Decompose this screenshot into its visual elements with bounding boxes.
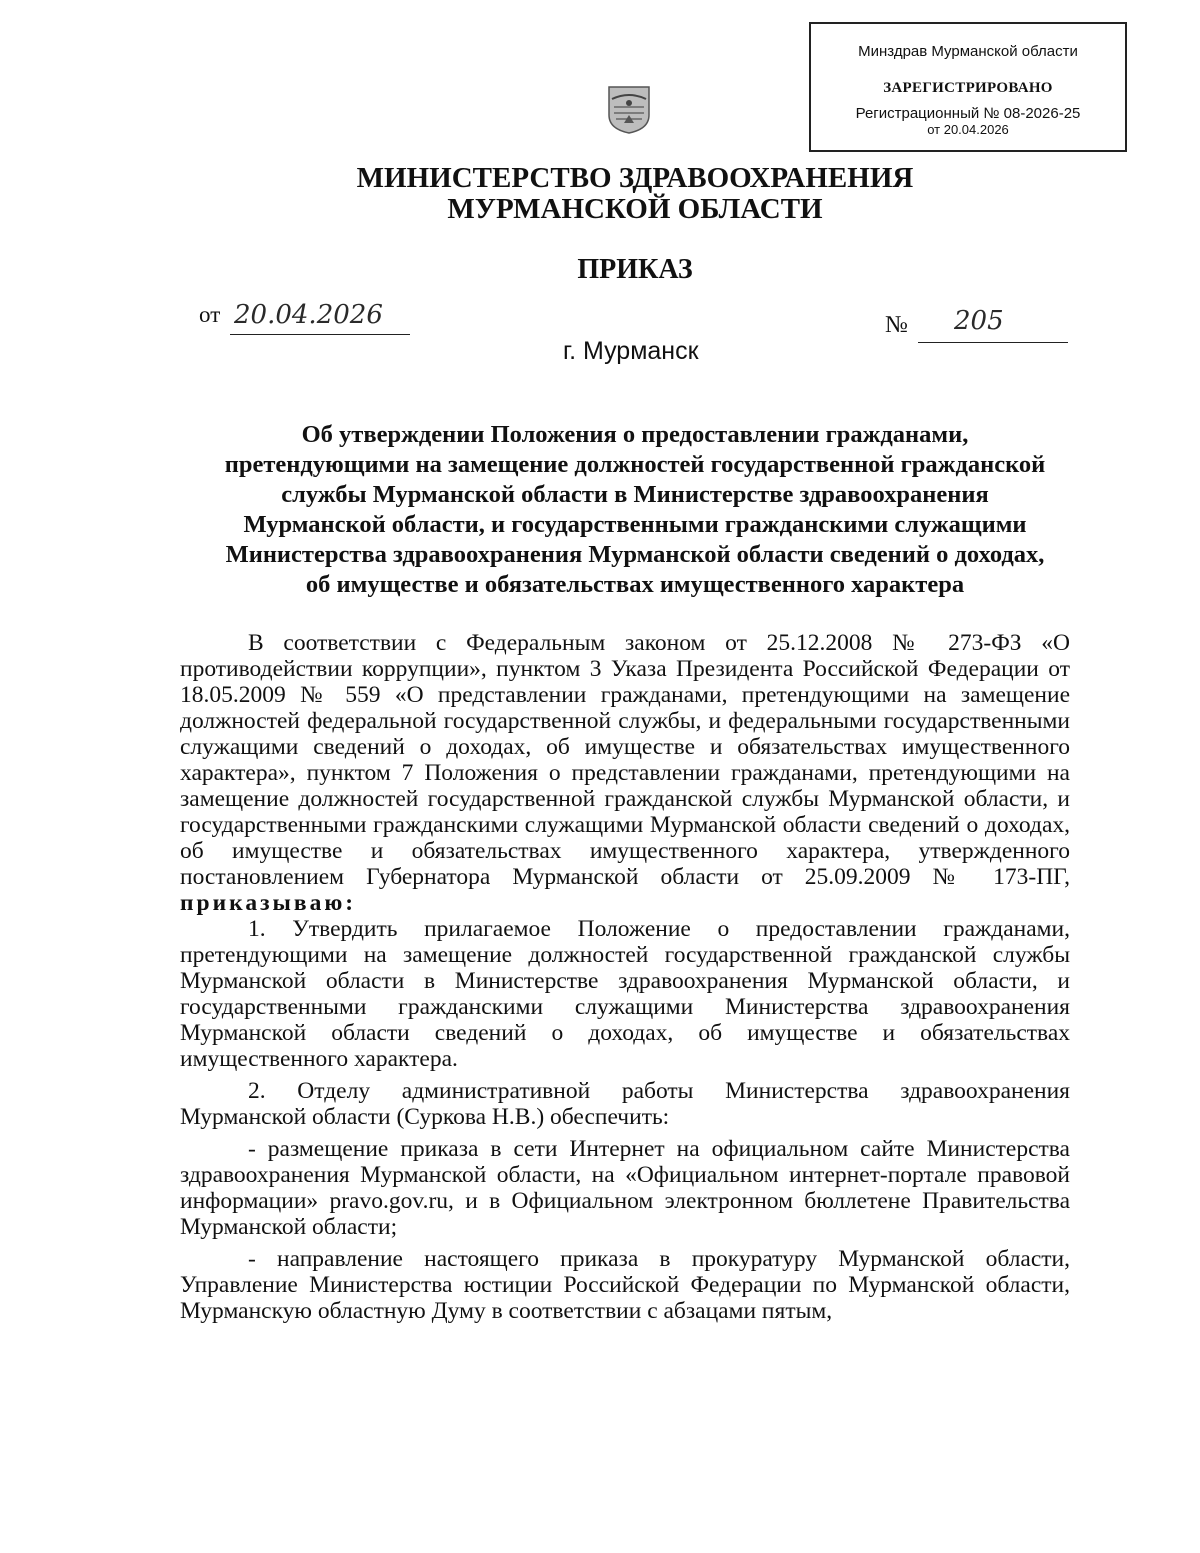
- preamble-paragraph: [180, 630, 1070, 916]
- number-field: [918, 306, 1068, 343]
- preamble-action: приказываю:: [180, 890, 357, 916]
- registration-stamp: [809, 22, 1127, 152]
- item-1: 1. Утвердить прилагаемое Положение о предоставлении гражданами, претендующими на замещение должностей государственной гражданской службы Мурманской области в Министерстве здравоохранения Мурманской области, и государственными гражданскими служащими Министерства здравоохранения Мурманской области сведений о доходах, об имуществе и обязательствах имущественного характера.: [180, 916, 1070, 1072]
- order-body: [180, 630, 1070, 1324]
- order-title-line: об имуществе и обязательствах имущественного характера: [305, 571, 965, 598]
- stamp-reg-number: Регистрационный № 08-2026-25: [855, 105, 1081, 122]
- number-prefix: №: [885, 312, 908, 338]
- stamp-status: ЗАРЕГИСТРИРОВАНО: [883, 80, 1053, 96]
- item-2-subitem-a: - размещение приказа в сети Интернет на официальном сайте Министерства здравоохранения Мурманской области, на «Официальном интернет-портале правовой информации» pravo.gov.ru, и в Официальном электронном бюллетене Правительства Мурманской области;: [180, 1136, 1070, 1240]
- ministry-title-line1: МИНИСТЕРСТВО ЗДРАВООХРАНЕНИЯ: [356, 162, 914, 194]
- city: г. Мурманск: [563, 337, 699, 365]
- stamp-organization: Минздрав Мурманской области: [858, 43, 1078, 60]
- date-prefix: от: [199, 302, 221, 327]
- order-title-line: Мурманской области, и государственными гражданскими служащими: [243, 511, 1027, 538]
- order-title-line: Об утверждении Положения о предоставлении гражданами,: [301, 421, 969, 448]
- order-title-line: Министерства здравоохранения Мурманской области сведений о доходах,: [225, 541, 1045, 568]
- item-2-subitem-b: - направление настоящего приказа в прокуратуру Мурманской области, Управление Министерства юстиции Российской Федерации по Мурманской области, Мурманскую областную Думу в соответствии с абзацами пятым,: [180, 1246, 1070, 1324]
- date-field: [230, 300, 410, 335]
- handwritten-date: 20.04.2026: [234, 300, 383, 330]
- ministry-title-line2: МУРМАНСКОЙ ОБЛАСТИ: [447, 193, 823, 225]
- preamble-text: В соответствии с Федеральным законом от 25.12.2008 № 273-ФЗ «О противодействии коррупции», пунктом 3 Указа Президента Российской Федерации от 18.05.2009 № 559 «О представлении гражданами, претендующими на замещение должностей федеральной государственной службы, и федеральными государственными служащими сведений о доходах, об имуществе и обязательствах имущественного характера», пунктом 7 Положения о представлении гражданами, претендующими на замещение должностей государственной гражданской службы Мурманской области, и государственными гражданскими служащими Мурманской области сведений о доходах, об имуществе и обязательствах имущественного характера, утвержденного постановлением Губернатора Мурманской области от 25.09.2009 № 173-ПГ,: [180, 630, 1070, 890]
- order-title-line: претендующими на замещение должностей государственной гражданской: [224, 451, 1046, 478]
- coat-of-arms-icon: [606, 85, 652, 135]
- stamp-reg-date: от 20.04.2026: [927, 122, 1009, 137]
- item-2: 2. Отделу административной работы Министерства здравоохранения Мурманской области (Суркова Н.В.) обеспечить:: [180, 1078, 1070, 1130]
- ministry-title: [0, 163, 1200, 225]
- order-title: [180, 420, 1090, 600]
- document-type: ПРИКАЗ: [577, 254, 693, 285]
- handwritten-number: 205: [954, 306, 1004, 336]
- order-title-line: службы Мурманской области в Министерстве здравоохранения: [281, 481, 989, 508]
